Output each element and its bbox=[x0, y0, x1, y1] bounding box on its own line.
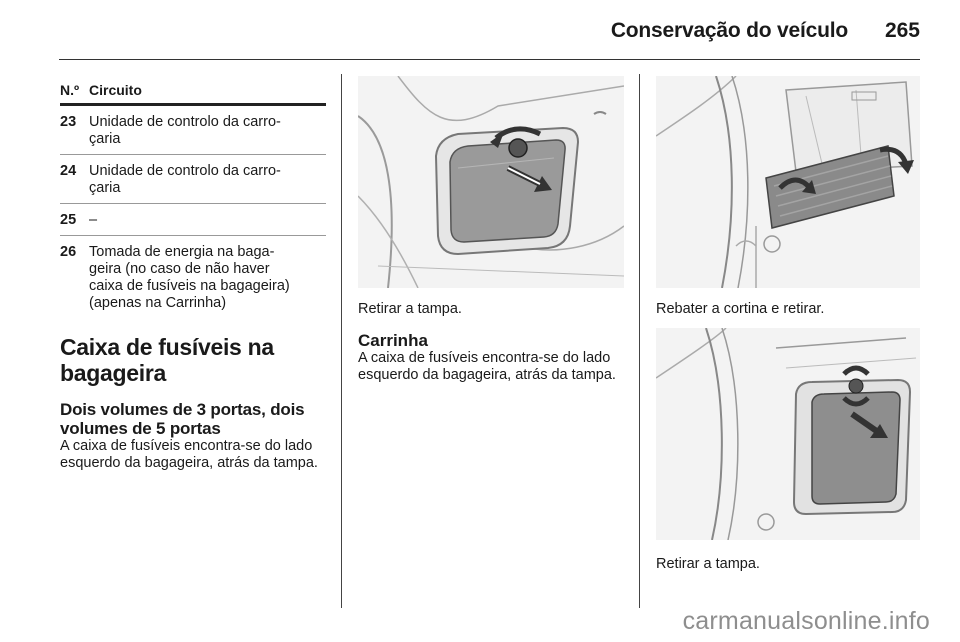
figure-caption: Rebater a cortina e retirar. bbox=[656, 301, 825, 317]
circuit-description bbox=[89, 244, 326, 312]
circuit-line: caixa de fusíveis na bagageira) bbox=[89, 278, 290, 294]
circuit-description bbox=[89, 163, 326, 197]
column-left bbox=[60, 82, 326, 472]
circuit-line: Unidade de controlo da carro- bbox=[89, 114, 281, 130]
table-row bbox=[60, 204, 326, 236]
circuit-description bbox=[89, 114, 326, 148]
table-row bbox=[60, 236, 326, 318]
circuit-description bbox=[89, 212, 326, 229]
body-paragraph: A caixa de fusíveis encontra-se do lado esquerdo da bagageira, atrás da tampa. bbox=[60, 438, 318, 471]
fuse-number: 25 bbox=[60, 212, 77, 228]
circuit-line: Unidade de controlo da carro- bbox=[89, 163, 281, 179]
column-right bbox=[656, 76, 922, 573]
header-divider bbox=[59, 59, 920, 60]
estate-fuse-cover-illustration bbox=[656, 328, 920, 540]
column-divider-1 bbox=[341, 74, 342, 608]
circuit-line: (apenas na Carrinha) bbox=[89, 295, 227, 311]
table-row bbox=[60, 106, 326, 155]
figure-caption: Retirar a tampa. bbox=[358, 301, 462, 317]
fuse-table-header bbox=[60, 82, 326, 106]
figure-caption: Retirar a tampa. bbox=[656, 556, 760, 572]
body-paragraph: A caixa de fusíveis encontra-se do lado esquerdo da bagageira, atrás da tampa. bbox=[358, 350, 616, 383]
column-middle bbox=[358, 76, 624, 384]
subsection-heading: Dois volumes de 3 portas, dois volumes de 5 portas bbox=[60, 400, 305, 438]
page-number: 265 bbox=[884, 19, 920, 42]
fuse-number: 23 bbox=[60, 114, 77, 130]
fuse-number: 24 bbox=[60, 163, 77, 179]
watermark: carmanualsonline.info bbox=[682, 607, 930, 635]
cargo-cover-illustration bbox=[656, 76, 920, 288]
fuse-cover-illustration bbox=[358, 76, 624, 288]
circuit-line: çaria bbox=[89, 180, 121, 196]
circuit-line: geira (no caso de não haver bbox=[89, 261, 270, 277]
circuit-line: – bbox=[89, 212, 98, 228]
fuse-number: 26 bbox=[60, 244, 77, 260]
col-num-header: N.º bbox=[60, 82, 80, 98]
circuit-line: çaria bbox=[89, 131, 121, 147]
page-title: Conservação do veículo bbox=[610, 19, 848, 42]
col-circuit-header: Circuito bbox=[89, 82, 142, 98]
subsection-heading: Carrinha bbox=[358, 331, 428, 350]
circuit-line: Tomada de energia na baga- bbox=[89, 244, 275, 260]
column-divider-2 bbox=[639, 74, 640, 608]
table-row bbox=[60, 155, 326, 204]
section-heading: Caixa de fusíveis na bagageira bbox=[60, 334, 274, 386]
